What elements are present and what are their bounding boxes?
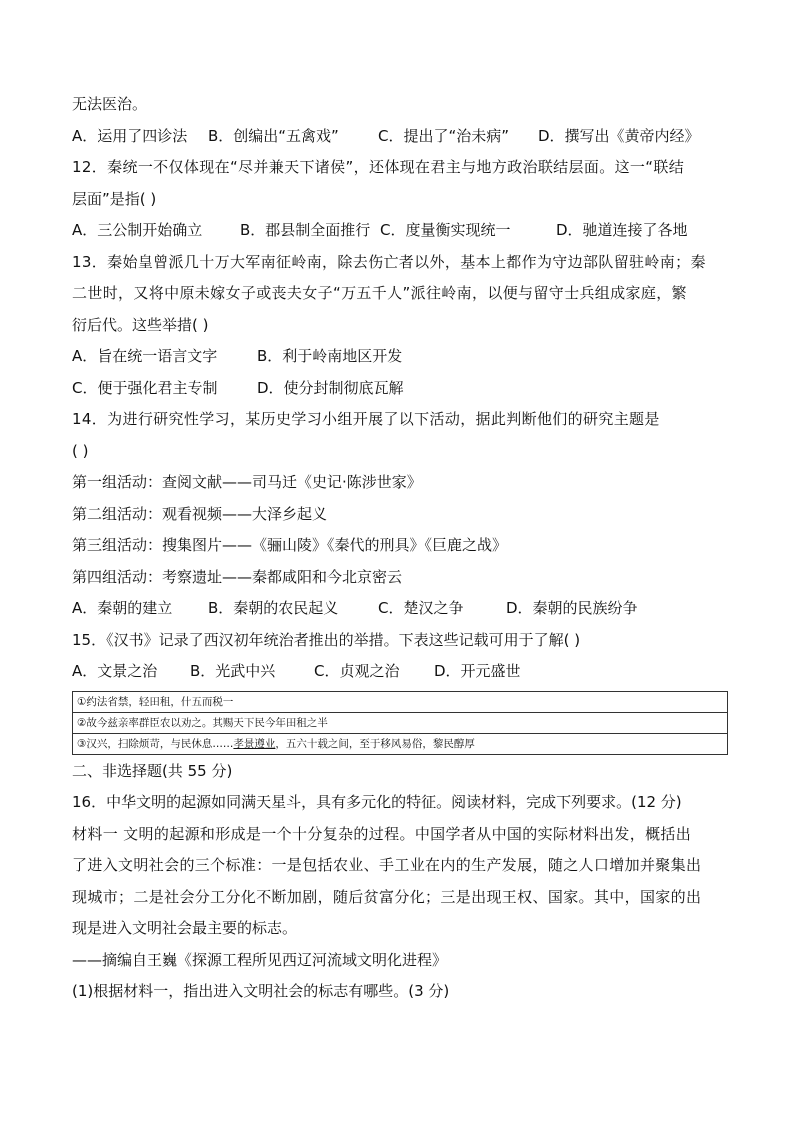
table-text: ③汉兴，扫除烦苛，与民休息…… — [77, 737, 234, 750]
q16-stem: 16．中华文明的起源如同满天星斗，具有多元化的特征。阅读材料，完成下列要求。(12 分) — [72, 793, 682, 811]
q12-option-a: A．三公制开始确立 — [72, 221, 203, 239]
q14-option-b: B．秦朝的农民起义 — [208, 599, 339, 617]
q14-stem-line1: 14．为进行研究性学习，某历史学习小组开展了以下活动，据此判断他们的研究主题是 — [72, 410, 660, 428]
q13-options-row2 — [72, 378, 724, 410]
q11-options — [72, 126, 724, 158]
q15-option-c: C．贞观之治 — [314, 662, 400, 680]
q13-option-d: D．使分封制彻底瓦解 — [257, 378, 404, 397]
q13-option-a: A．旨在统一语言文字 — [72, 347, 218, 365]
q14-stem-line2: ( ) — [72, 441, 89, 460]
q14-options — [72, 598, 724, 630]
underlined-text: 孝景遵业 — [233, 737, 276, 750]
q13-stem-line3: 衍后代。这些举措( ) — [72, 315, 209, 334]
table-cell: ②故今兹亲率群臣农以劝之。其赐天下民今年田租之半 — [73, 712, 728, 733]
q16-sub-question-1: (1)根据材料一，指出进入文明社会的标志有哪些。(3 分) — [72, 982, 450, 1000]
q11-option-d: D．撰写出《黄帝内经》 — [538, 126, 700, 145]
material-line-4: 现是进入文明社会最主要的标志。 — [72, 919, 298, 937]
q12-option-b: B．郡县制全面推行 — [240, 221, 371, 239]
table-cell — [73, 733, 728, 754]
q11-option-b: B．创编出“五禽戏” — [208, 126, 339, 145]
material-line-2: 了进入文明社会的三个标准：一是包括农业、手工业在内的生产发展，随之人口增加并聚集出 — [72, 856, 702, 874]
q12-stem-line1: 12．秦统一不仅体现在“尽并兼天下诸侯”，还体现在君主与地方政治联结层面。这一“联结 — [72, 158, 685, 176]
table-row — [73, 733, 728, 754]
q14-activity-2: 第二组活动：观看视频——大泽乡起义 — [72, 504, 328, 523]
q14-option-c: C．楚汉之争 — [378, 599, 464, 617]
q15-stem-line1: 15．《汉书》记录了西汉初年统治者推出的举措。下表这些记载可用于了解( ) — [72, 630, 581, 649]
q14-activity-1: 第一组活动：查阅文献——司马迁《史记·陈涉世家》 — [72, 473, 422, 491]
q13-option-c: C．便于强化君主专制 — [72, 378, 218, 397]
q15-option-d: D．开元盛世 — [434, 662, 521, 680]
q15-option-b: B．光武中兴 — [190, 662, 276, 680]
q14-activity-4: 第四组活动：考察遗址——秦都咸阳和今北京密云 — [72, 567, 403, 586]
q14-activity-3: 第三组活动：搜集图片——《骊山陵》《秦代的刑具》《巨鹿之战》 — [72, 536, 508, 554]
exam-page — [72, 94, 724, 1013]
q13-option-b: B．利于岭南地区开发 — [257, 347, 403, 365]
q12-option-c: C．度量衡实现统一 — [380, 221, 511, 239]
table-row — [73, 712, 728, 733]
q14-option-d: D．秦朝的民族纷争 — [506, 599, 638, 617]
q11-option-a: A．运用了四诊法 — [72, 126, 188, 145]
q15-options — [72, 661, 724, 693]
q11-tail: 无法医治。 — [72, 95, 148, 113]
q13-stem-line1: 13．秦始皇曾派几十万大军南征岭南，除去伤亡者以外，基本上都作为守边部队留驻岭南；秦 — [72, 252, 706, 271]
q13-stem-line2: 二世时，又将中原未嫁女子或丧夫女子“万五千人”派往岭南，以便与留守士兵组成家庭，繁 — [72, 284, 687, 302]
q15-option-a: A．文景之治 — [72, 662, 158, 680]
q11-option-c: C．提出了“治未病” — [378, 126, 510, 145]
table-cell: ①约法省禁，轻田租，什五而税一 — [73, 691, 728, 712]
material-line-3: 现城市；二是社会分工分化不断加剧，随后贫富分化；三是出现王权、国家。其中，国家的出 — [72, 887, 702, 906]
q13-options-row1 — [72, 346, 724, 378]
q12-stem-line2: 层面”是指( ) — [72, 189, 157, 208]
q14-option-a: A．秦朝的建立 — [72, 599, 173, 617]
table-row — [73, 691, 728, 712]
section-heading: 二、非选择题(共 55 分) — [72, 761, 233, 780]
material-source: ——摘编自王巍《探源工程所见西辽河流域文明化进程》 — [72, 950, 448, 969]
material-line-1: 材料一 文明的起源和形成是一个十分复杂的过程。中国学者从中国的实际材料出发，概括出 — [72, 824, 692, 843]
q12-option-d: D．驰道连接了各地 — [556, 221, 688, 239]
q15-records-table — [72, 691, 728, 755]
table-text: ，五六十载之间，至于移风易俗，黎民醇厚 — [275, 737, 475, 750]
q12-options — [72, 220, 724, 252]
